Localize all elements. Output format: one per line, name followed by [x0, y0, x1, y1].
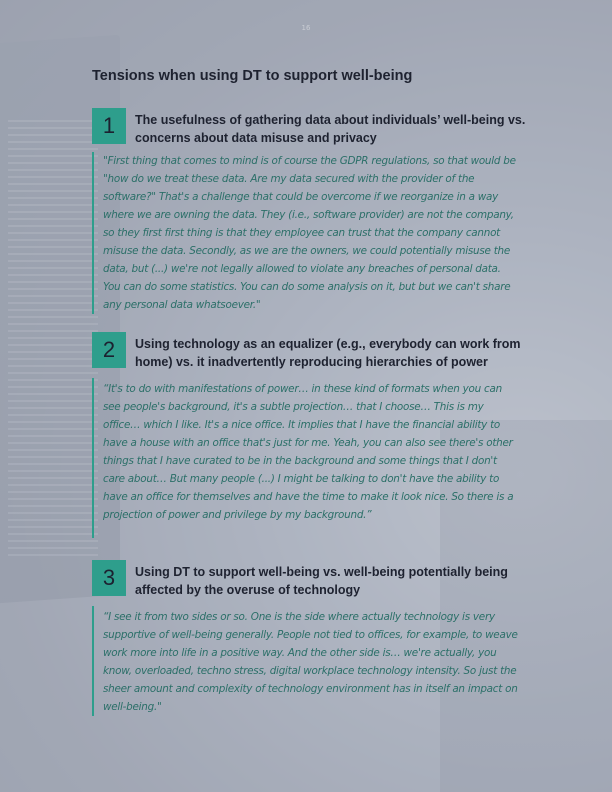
quote-accent-bar — [92, 378, 94, 538]
quote-accent-bar — [92, 606, 94, 716]
tension-number-badge: 1 — [92, 108, 126, 144]
tension-number-badge: 3 — [92, 560, 126, 596]
page-number: 16 — [301, 24, 311, 32]
tension-heading: The usefulness of gathering data about individuals’ well-being vs. concerns about data misuse and privacy — [135, 113, 526, 145]
page-title: Tensions when using DT to support well-being — [92, 68, 413, 84]
tension-quote: “It's to do with manifestations of power… in these kind of formats when you can see people's background, it's a subtle projection… that I choose… This is my office… which I like. It's a nice office. It implies that I have the financial ability to have a house with an office that's just for me. Yeah, you can also see there's other things that I have curated to be in the background and some things that I don't care about… But many people (...) I might be talking to don't have the ability to have an office for themselves and have the time to make it look nice. So there is a projection of power and privilege by my background.” — [103, 383, 514, 521]
tension-number-badge: 2 — [92, 332, 126, 368]
tension-quote: "First thing that comes to mind is of course the GDPR regulations, so that would be "how do we treat these data. Are my data secured with the provider of the software?" That's a challenge that could be overcome if we reorganize in a way where we are owning the data. They (i.e., software provider) are not the company, so they first first thing is that they employee can trust that the company cannot misuse the data. Secondly, as we are the owners, we could potentially misuse the data, but (...) we're not legally allowed to violate any breaches of personal data. You can do some statistics. You can do some analysis on it, but but we can't share any personal data whatsoever." — [103, 155, 516, 311]
quote-accent-bar — [92, 152, 94, 314]
tension-heading: Using technology as an equalizer (e.g., everybody can work from home) vs. it inadvertently reproducing hierarchies of power — [135, 337, 521, 369]
tension-quote: “I see it from two sides or so. One is the side where actually technology is very supportive of well-being generally. People not tied to offices, for example, to weave work more into life in a positive way. And the other side is… we're actually, you know, overloaded, techno stress, digital workplace technology intensity. So just the sheer amount and complexity of technology environment has in itself an impact on well-being." — [103, 611, 518, 713]
tension-heading: Using DT to support well-being vs. well-being potentially being affected by the overuse of technology — [135, 565, 508, 597]
